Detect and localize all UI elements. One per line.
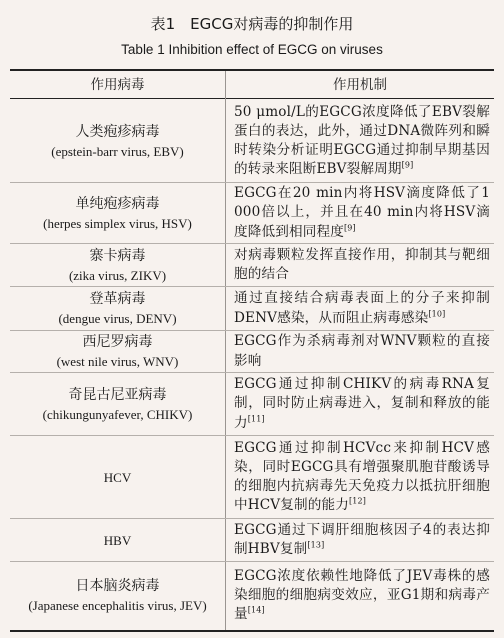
virus-name-cn: 登革病毒: [89, 291, 146, 307]
virus-name-cn: 人类疱疹病毒: [75, 123, 160, 140]
mechanism-cell: [234, 436, 490, 518]
mechanism-text: 对病毒颗粒发挥直接作用，抑制其与靶细胞的结合: [234, 246, 490, 282]
virus-cell: [10, 519, 225, 561]
table-row: [10, 287, 494, 330]
virus-name-cn: 寨卡病毒: [89, 247, 146, 264]
reference-marker: [13]: [307, 540, 325, 550]
virus-name-en: (west nile virus, WNV): [56, 354, 179, 369]
mechanism-cell: [234, 331, 490, 372]
table-row: [10, 436, 494, 518]
table-title-cn: 表1 EGCG对病毒的抑制作用: [150, 15, 354, 33]
header-virus: 作用病毒: [90, 77, 145, 93]
reference-marker: [11]: [247, 414, 265, 424]
mechanism-cell: [234, 287, 490, 330]
virus-name-en: HCV: [103, 469, 132, 485]
mechanism-text: EGCG浓度依赖性地降低了JEV毒株的感染细胞的细胞病变效应，亚G1期和病毒产量: [234, 567, 490, 623]
virus-name-en: (dengue virus, DENV): [58, 311, 177, 326]
virus-cell: [10, 244, 225, 286]
mechanism-text: EGCG通过下调肝细胞核因子4的表达抑制HBV复制: [234, 521, 490, 557]
table-row: [10, 183, 494, 243]
header-mechanism: 作用机制: [333, 77, 387, 93]
mechanism-cell: [234, 100, 490, 182]
virus-name-en: HBV: [103, 532, 132, 548]
virus-cell: [10, 100, 225, 182]
table-row: [10, 331, 494, 372]
table-row: [10, 373, 494, 435]
mechanism-cell: [234, 562, 490, 629]
reference-marker: [9]: [401, 160, 414, 170]
mechanism-cell: [234, 373, 490, 435]
virus-name-en: (herpes simplex virus, HSV): [43, 215, 192, 231]
virus-name-cn: 日本脑炎病毒: [75, 578, 160, 594]
virus-cell: [10, 183, 225, 243]
mechanism-text: EGCG作为杀病毒剂对WNV颗粒的直接影响: [234, 333, 490, 369]
virus-cell: [10, 287, 225, 330]
mechanism-text: 通过直接结合病毒表面上的分子来抑制DENV感染，从而阻止病毒感染: [234, 290, 490, 326]
top-rule: [10, 69, 494, 71]
virus-name-en: (zika virus, ZIKV): [68, 267, 167, 283]
virus-cell: [10, 331, 225, 372]
mechanism-text: EGCG在20 min内将HSV滴度降低了1 000倍以上，并且在40 min内将HSV滴度降低到相同程度: [234, 185, 490, 240]
virus-cell: [10, 562, 225, 629]
header-rule: [10, 98, 494, 99]
table-title-en: Table 1 Inhibition effect of EGCG on viruses: [121, 42, 383, 57]
reference-marker: [14]: [247, 605, 265, 615]
virus-cell: [10, 436, 225, 518]
reference-marker: [10]: [428, 308, 446, 318]
virus-name-en: (epstein-barr virus, EBV): [51, 143, 184, 159]
table-row: [10, 244, 494, 286]
virus-name-cn: 奇昆古尼亚病毒: [68, 386, 167, 403]
mechanism-cell: [234, 519, 490, 561]
bottom-rule: [10, 630, 494, 632]
virus-name-cn: 单纯疱疹病毒: [75, 195, 160, 212]
mechanism-text: EGCG通过抑制HCVcc来抑制HCV感染，同时EGCG具有增强聚肌胞苷酸诱导的细胞内抗病毒先天免疫力以抵抗肝细胞中HCV复制的能力: [234, 439, 490, 514]
mechanism-cell: [234, 244, 490, 286]
reference-marker: [12]: [349, 496, 367, 506]
mechanism-text: EGCG通过抑制CHIKV的病毒RNA复制，同时防止病毒进入，复制和释放的能力: [234, 376, 490, 431]
table-row: [10, 100, 494, 182]
table-row: [10, 519, 494, 561]
reference-marker: [9]: [343, 223, 356, 233]
table-row: [10, 562, 494, 629]
virus-cell: [10, 373, 225, 435]
virus-name-cn: 西尼罗病毒: [82, 334, 153, 350]
mechanism-cell: [234, 183, 490, 243]
mechanism-text: 50 μmol/L的EGCG浓度降低了EBV裂解蛋白的表达，此外，通过DNA微阵列和瞬时转染分析证明EGCG通过抑制早期基因的转录来阻断EBV裂解周期: [234, 103, 490, 178]
virus-name-en: (chikungunyafever, CHIKV): [42, 406, 193, 422]
virus-name-en: (Japanese encephalitis virus, JEV): [28, 598, 207, 613]
